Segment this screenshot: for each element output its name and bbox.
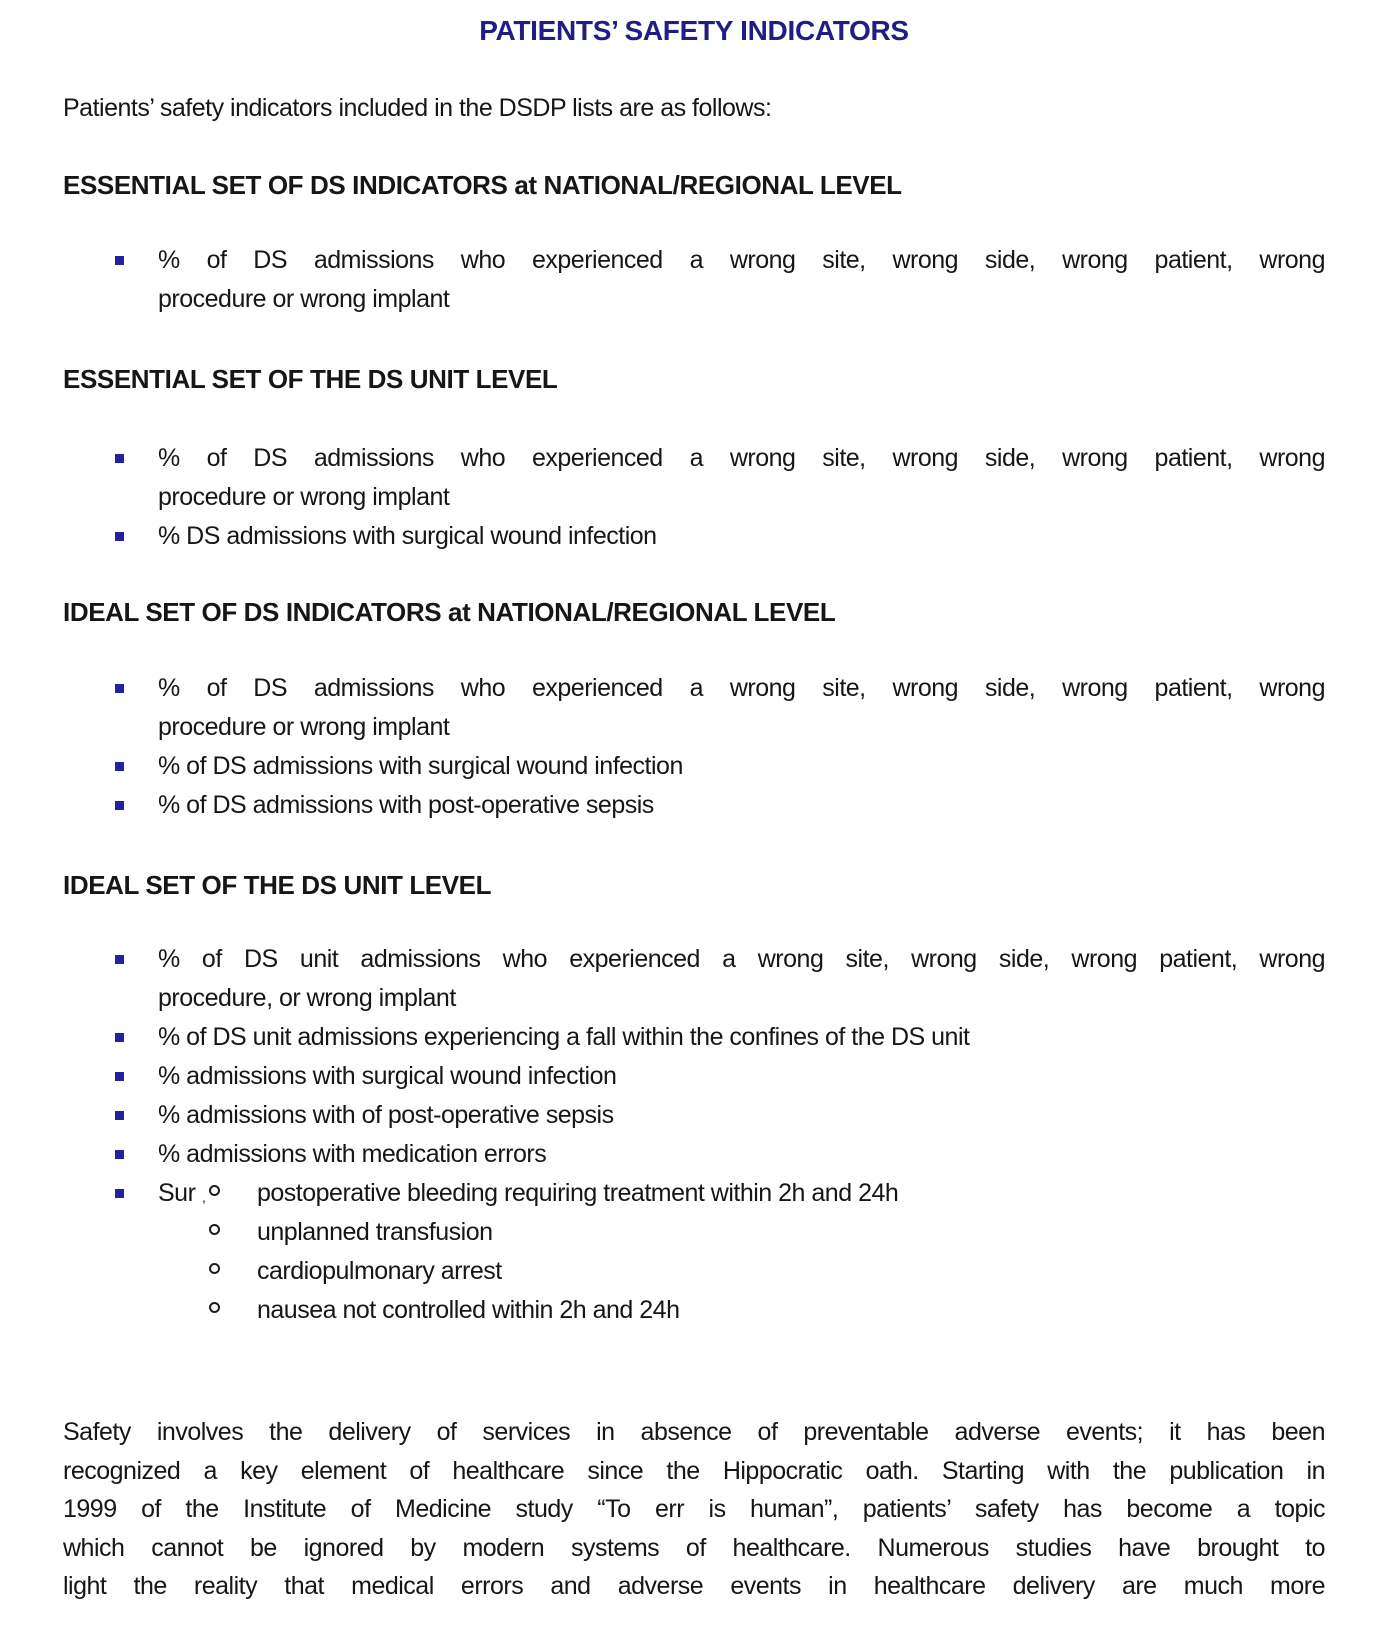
square-bullet-icon [115, 256, 124, 265]
bullet-list-ideal-unit [63, 940, 1325, 1330]
list-item [63, 1057, 1325, 1096]
list-item-text-line: % DS admissions with surgical wound infection [158, 522, 657, 550]
section-heading-ideal-unit: IDEAL SET OF THE DS UNIT LEVEL [63, 870, 492, 900]
list-item-text-line: % admissions with surgical wound infection [158, 1062, 617, 1090]
tiny-comma-artifact: , [202, 1189, 206, 1205]
list-item-text-line: % of DS admissions with post-operative sepsis [158, 791, 654, 819]
square-bullet-icon [115, 762, 124, 771]
sub-list-item [63, 1213, 1325, 1252]
square-bullet-icon [115, 684, 124, 693]
circle-bullet-icon [209, 1263, 220, 1274]
sub-list-item-text: cardiopulmonary arrest [257, 1257, 502, 1285]
list-item [63, 1018, 1325, 1057]
section-heading-essential-national: ESSENTIAL SET OF DS INDICATORS at NATIONAL/REGIONAL LEVEL [63, 170, 902, 200]
intro-paragraph: Patients’ safety indicators included in the DSDP lists are as follows: [63, 94, 772, 122]
page-title: PATIENTS’ SAFETY INDICATORS [479, 15, 909, 46]
square-bullet-icon [115, 454, 124, 463]
section-heading-ideal-national: IDEAL SET OF DS INDICATORS at NATIONAL/REGIONAL LEVEL [63, 597, 836, 627]
list-item [63, 1135, 1325, 1174]
square-bullet-icon [115, 1072, 124, 1081]
square-bullet-icon [115, 955, 124, 964]
list-item-text-line: % of DS admissions who experienced a wrong site, wrong side, wrong patient, wrong [158, 246, 1325, 274]
sub-list-item [63, 1291, 1325, 1330]
list-item-text-line: procedure or wrong implant [158, 713, 450, 741]
list-item [63, 940, 1325, 1018]
list-item-text-line: procedure, or wrong implant [158, 984, 456, 1012]
list-item-text-line: % admissions with medication errors [158, 1140, 547, 1168]
list-item-text-line: % of DS admissions with surgical wound infection [158, 752, 683, 780]
list-item-text-line: % admissions with of post-operative sepsis [158, 1101, 614, 1129]
bullet-list-essential-unit [63, 439, 1325, 556]
section-heading-essential-unit: ESSENTIAL SET OF THE DS UNIT LEVEL [63, 364, 558, 394]
square-bullet-icon [115, 801, 124, 810]
square-bullet-icon [115, 1111, 124, 1120]
square-bullet-icon [115, 1150, 124, 1159]
circle-bullet-icon [209, 1302, 220, 1313]
square-bullet-icon [115, 1189, 124, 1198]
paragraph-line: which cannot be ignored by modern systems of healthcare. Numerous studies have brought to [63, 1533, 1325, 1562]
list-item [63, 669, 1325, 747]
sub-list-item-text: postoperative bleeding requiring treatment within 2h and 24h [257, 1179, 899, 1207]
square-bullet-icon [115, 532, 124, 541]
paragraph-line: 1999 of the Institute of Medicine study “To err is human”, patients’ safety has become a topic [63, 1495, 1325, 1523]
list-item [63, 241, 1325, 319]
list-item [63, 439, 1325, 517]
circle-bullet-icon [209, 1224, 220, 1235]
bullet-list-ideal-national [63, 669, 1325, 825]
list-item-text-line: % of DS admissions who experienced a wrong site, wrong side, wrong patient, wrong [158, 674, 1325, 702]
closing-paragraph [63, 1413, 1325, 1606]
circle-bullet-icon [209, 1185, 220, 1196]
list-item [63, 517, 1325, 556]
paragraph-line: Safety involves the delivery of services in absence of preventable adverse events; it has been [63, 1418, 1325, 1446]
paragraph-line: recognized a key element of healthcare since the Hippocratic oath. Starting with the publication in [63, 1456, 1325, 1485]
list-item-text-line: procedure or wrong implant [158, 483, 450, 511]
list-item [63, 1096, 1325, 1135]
list-item-text-line: % of DS unit admissions experiencing a fall within the confines of the DS unit [158, 1023, 970, 1051]
list-item [63, 747, 1325, 786]
list-item-sur [63, 1174, 1325, 1213]
sub-list-item [63, 1252, 1325, 1291]
list-item [63, 786, 1325, 825]
list-item-text-line: % of DS unit admissions who experienced a wrong site, wrong side, wrong patient, wrong [158, 945, 1325, 973]
list-item-text-line: % of DS admissions who experienced a wrong site, wrong side, wrong patient, wrong [158, 444, 1325, 472]
sub-list-item-text: nausea not controlled within 2h and 24h [257, 1296, 680, 1324]
bullet-list-essential-national [63, 241, 1325, 319]
truncated-sur-label: Sur [158, 1179, 196, 1207]
square-bullet-icon [115, 1033, 124, 1042]
paragraph-line: light the reality that medical errors and adverse events in healthcare delivery are much more [63, 1572, 1325, 1600]
sub-list-item-text: unplanned transfusion [257, 1218, 493, 1246]
list-item-text-line: procedure or wrong implant [158, 285, 450, 313]
